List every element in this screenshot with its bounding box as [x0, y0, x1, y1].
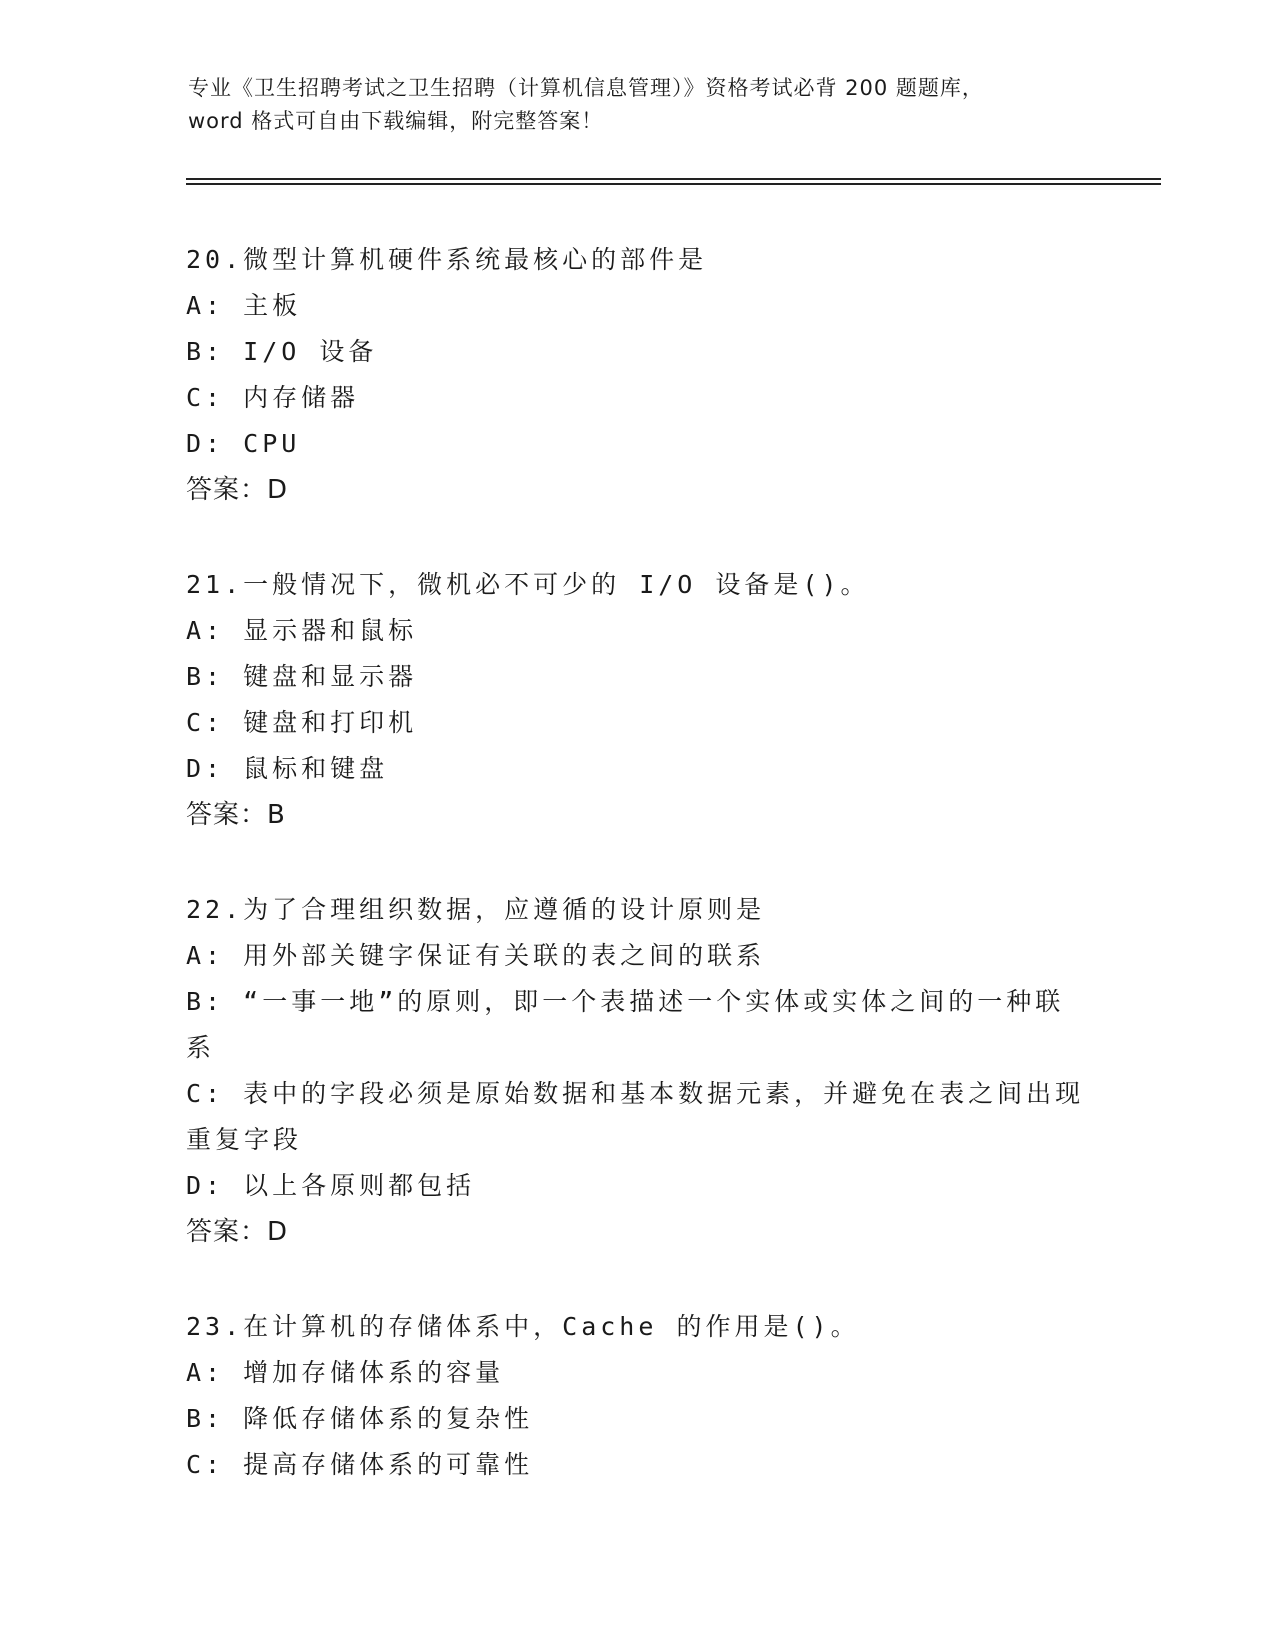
question-stem	[186, 562, 1086, 608]
option-key: A:	[186, 941, 225, 970]
option-a	[186, 933, 1086, 979]
question-item	[186, 887, 1086, 1255]
question-stem	[186, 237, 1086, 283]
option-text: 增加存储体系的容量	[243, 1358, 505, 1387]
question-item	[186, 1304, 1086, 1488]
option-key: A:	[186, 616, 225, 645]
option-key: D:	[186, 754, 225, 783]
option-b	[186, 329, 1086, 375]
option-a	[186, 608, 1086, 654]
question-list	[186, 237, 1086, 1537]
option-text: “一事一地”的原则，即一个表描述一个实体或实体之间的一种联系	[186, 987, 1065, 1062]
option-d	[186, 421, 1086, 467]
option-text: 降低存储体系的复杂性	[243, 1404, 534, 1433]
option-text: 鼠标和键盘	[243, 754, 389, 783]
option-text: 键盘和显示器	[243, 662, 418, 691]
option-text: 主板	[243, 291, 302, 320]
option-text: 以上各原则都包括	[243, 1171, 476, 1200]
option-a	[186, 1350, 1086, 1396]
option-key: A:	[186, 291, 225, 320]
question-text: 为了合理组织数据，应遵循的设计原则是	[243, 895, 766, 924]
option-key: C:	[186, 1450, 225, 1479]
header-line-2: word 格式可自由下载编辑，附完整答案！	[188, 109, 604, 133]
question-number: 22.	[186, 895, 244, 924]
option-text: 显示器和鼠标	[243, 616, 418, 645]
option-b	[186, 654, 1086, 700]
option-key: C:	[186, 708, 225, 737]
question-item	[186, 237, 1086, 513]
option-b	[186, 979, 1086, 1071]
option-c	[186, 1071, 1086, 1163]
option-key: D:	[186, 1171, 225, 1200]
question-text: 微型计算机硬件系统最核心的部件是	[243, 245, 708, 274]
option-text: I/O 设备	[243, 337, 378, 366]
answer-line: 答案：D	[186, 475, 289, 505]
question-stem	[186, 1304, 1086, 1350]
option-text: 表中的字段必须是原始数据和基本数据元素，并避免在表之间出现重复字段	[186, 1079, 1085, 1154]
option-key: C:	[186, 383, 225, 412]
question-number: 20.	[186, 245, 244, 274]
option-c	[186, 375, 1086, 421]
question-item	[186, 562, 1086, 838]
option-d	[186, 1163, 1086, 1209]
answer-line: 答案：D	[186, 1217, 289, 1247]
option-key: B:	[186, 662, 225, 691]
option-key: A:	[186, 1358, 225, 1387]
header-line-1: 专业《卫生招聘考试之卫生招聘（计算机信息管理）》资格考试必背 200 题题库，	[188, 76, 984, 100]
option-key: D:	[186, 429, 225, 458]
question-text: 在计算机的存储体系中，Cache 的作用是()。	[243, 1312, 860, 1341]
option-key: C:	[186, 1079, 225, 1108]
option-text: 键盘和打印机	[243, 708, 418, 737]
option-key: B:	[186, 1404, 225, 1433]
option-c	[186, 1442, 1086, 1488]
option-c	[186, 700, 1086, 746]
answer-line: 答案：B	[186, 800, 286, 830]
question-stem	[186, 887, 1086, 933]
option-d	[186, 746, 1086, 792]
option-a	[186, 283, 1086, 329]
document-header	[188, 72, 1088, 138]
option-key: B:	[186, 987, 225, 1016]
option-text: 用外部关键字保证有关联的表之间的联系	[243, 941, 766, 970]
question-text: 一般情况下，微机必不可少的 I/O 设备是()。	[243, 570, 870, 599]
option-b	[186, 1396, 1086, 1442]
option-text: CPU	[243, 429, 301, 458]
option-text: 内存储器	[243, 383, 360, 412]
option-text: 提高存储体系的可靠性	[243, 1450, 534, 1479]
option-key: B:	[186, 337, 225, 366]
question-number: 21.	[186, 570, 244, 599]
header-divider-top	[186, 178, 1161, 180]
question-number: 23.	[186, 1312, 244, 1341]
header-divider-bottom	[186, 183, 1161, 185]
